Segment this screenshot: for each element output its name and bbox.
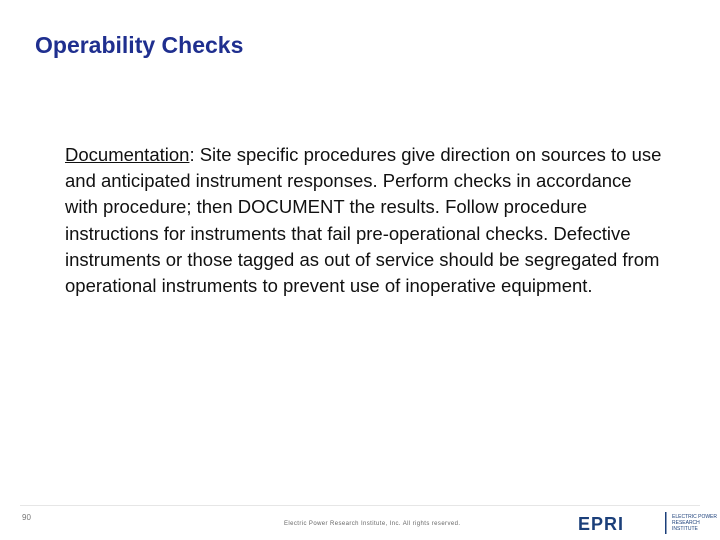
epri-logo-caption: ELECTRIC POWER RESEARCH INSTITUTE: [672, 514, 718, 532]
lead-term: Documentation: [65, 144, 190, 165]
copyright-notice: Electric Power Research Institute, Inc. All rights reserved.: [284, 521, 461, 527]
epri-logo-divider: [665, 512, 667, 534]
slide-title: Operability Checks: [35, 32, 244, 58]
footer-divider: [20, 505, 700, 506]
page-number: 90: [22, 513, 31, 522]
body-text: : Site specific procedures give direction on sources to use and anticipated instrument responses. Perform checks in accordance with procedure; then DOCUMENT the results. Follow procedure instructions for instruments that fail pre-operational checks. Defective instruments or those tagged as out of service should be segregated from operational instruments to prevent use of inoperative equipment.: [65, 144, 662, 297]
epri-logo-wordmark: EPRI: [578, 514, 625, 534]
slide-body: [65, 142, 665, 299]
